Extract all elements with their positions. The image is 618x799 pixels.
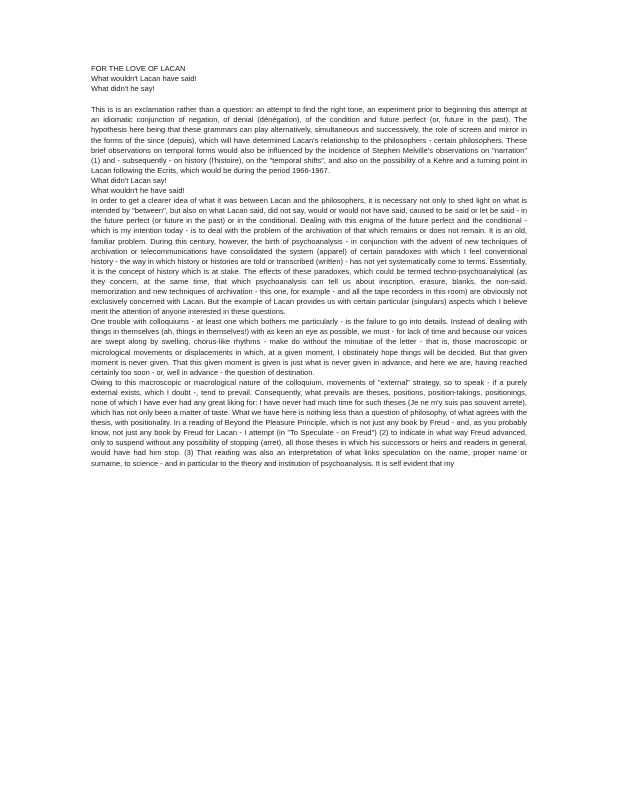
opening-question-1: What wouldn't Lacan have said!	[91, 74, 197, 84]
document-page	[91, 64, 527, 469]
paragraph-3: One trouble with colloquiums - at least one which bothers me particularly - is the failure to go into details. Instead of dealing with things in themselves (ah, things in themselves!) with as keen an eye as possible, we must - for lack of time and because our voices are swept along by swelling, chorus-like rhythms - make do without the minutiae of the letter - that is, those macroscopic or micrological movements or displacements in which, at a given moment, I obstinately hope things will be decided. But that given moment is never given. That this given moment is given is just what is never given in advance, and here we are, having reached certainly too soon - or, well in advance - the question of destination.	[91, 317, 527, 377]
document-title: FOR THE LOVE OF LACAN	[91, 64, 186, 73]
second-question-1: What didn't Lacan say!	[91, 175, 167, 185]
opening-question-2: What didn't he say!	[91, 84, 155, 94]
paragraph-1: This is is an exclamation rather than a question: an attempt to find the right tone, an experiment prior to beginning this attempt at an idiomatic conjunction of negation, of denial (dénégation), of the condition and future perfect (or, future in the past). The hypothesis here being that these grammars can play alternatively, simultaneous and successively, the role of screen and mirror in the forms of the since (depuis), which will have determined Lacan's relationship to the philosophers - certain philosophers. These brief observations on temporal forms would also be influenced by the incidence of Stephen Melville's observations on "narration" (1) and - subsequently - on history (l'histoire), on the "temporal shifts", and also on the possibility of a Kehre and a turning point in Lacan following the Ecrits, which would be during the period 1966-1967.	[91, 105, 527, 175]
second-questions	[91, 176, 527, 196]
opening-questions	[91, 74, 527, 94]
second-question-2: What wouldn't he have said!	[91, 186, 185, 196]
paragraph-2: In order to get a clearer idea of what it was between Lacan and the philosophers, it is necessary not only to shed light on what is intended by "between", but also on what Lacan said, did not say, would or would not have said, caused to be said or let be said - in the future perfect (or future in the past) or in the conditional. Dealing with this enigma of the future perfect and the conditional - which is my intention today - is to deal with the problem of the archivation of that which remains or does not remain. It is an old, familiar problem. During this century, however, the birth of psychoanalysis - in conjunction with the advent of new techniques of archivation or telecommunications have consolidated the system (apparel) of certain paradoxes with which I feel conventional history - the way in which history or histories are told or transcribed (written) - has not yet systematically come to terms. Essentially, it is the concept of history which is at stake. The effects of these paradoxes, which could be termed techno-psychoanalytical (as they concern, at the same time, that which psychoanalysis can tell us about inscription, erasure, blanks, the non-said, memorization and new techniques of archivation - this one, for example - and all the tape recorders in this room) are obviously not exclusively concerned with Lacan. But the example of Lacan provides us with certain particular (singulars) aspects which I believe merit the attention of anyone interested in these questions.	[91, 196, 527, 317]
paragraph-4: Owing to this macroscopic or macrological nature of the colloquium, movements of "external" strategy, so to speak - if a purely external exists, which I doubt -, tend to prevail. Consequently, what prevails are theses, positions, position-takings, positionings, none of which I have ever had any great liking for: I have never had much time for such theses (Je ne m'y suis pas souvent arrete), which has not only been a matter of taste. What we have here is nothing less than a question of philosophy, of what agrees with the thesis, with positionality. In a reading of Beyond the Pleasure Principle, which is not just any book by Freud - and, as you probably know, not just any book by Freud for Lacan - I attempt (in "To Speculate - on Freud") (2) to indicate in what way Freud advanced, only to suspend without any possibility of stopping (arret), all those theses in which his successors or heirs and readers in general, would have had him stop. (3) That reading was also an interpretation of what links speculation on the name, proper name or surname, to science - and in particular to the theory and institution of psychoanalysis. It is self evident that my	[91, 377, 527, 468]
